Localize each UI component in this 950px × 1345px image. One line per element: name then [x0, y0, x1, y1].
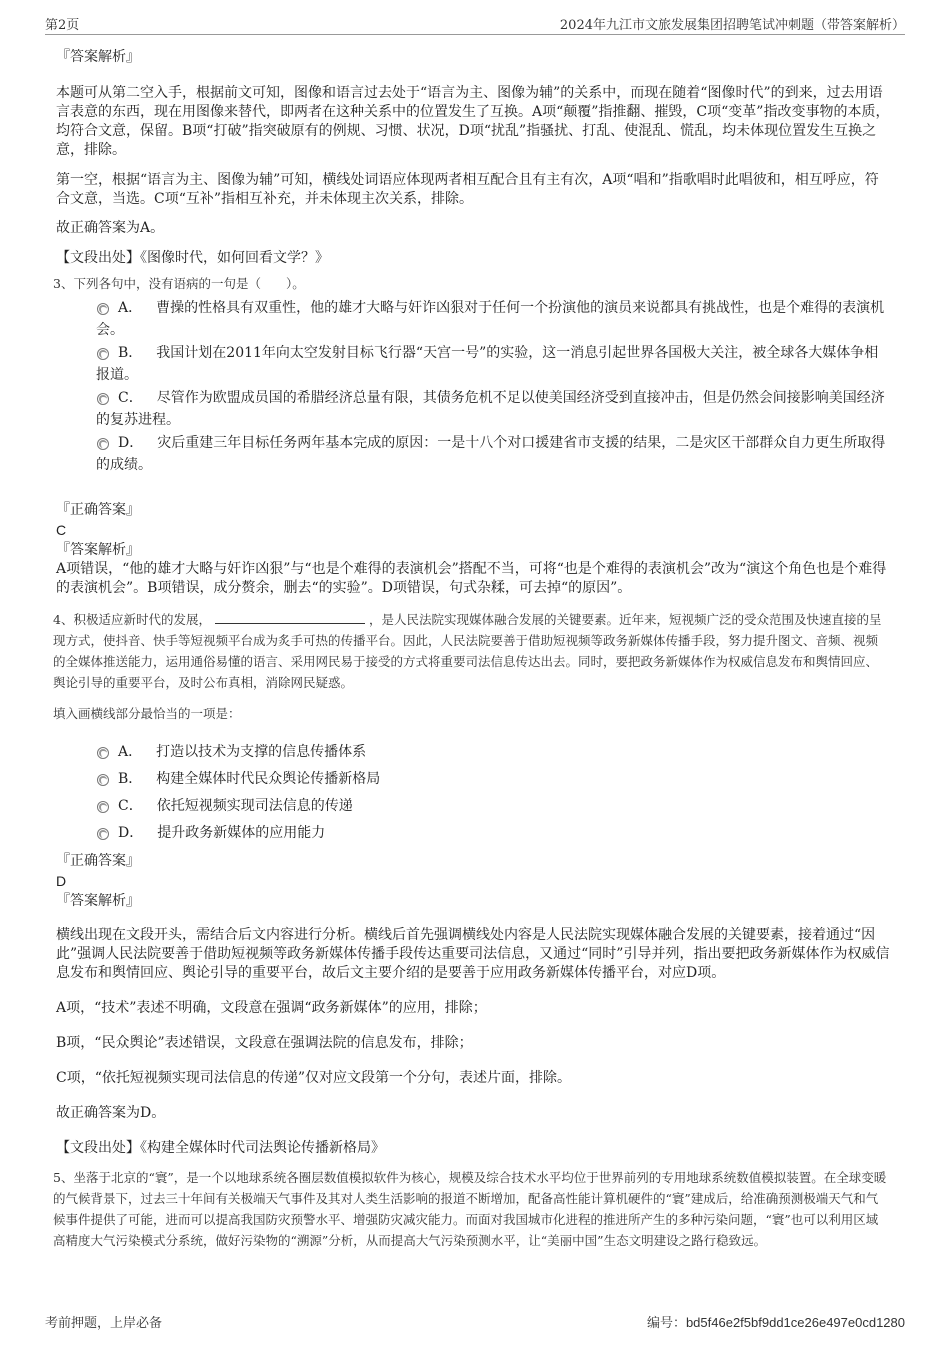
radio-icon[interactable]: [97, 393, 109, 405]
option-c[interactable]: [56, 795, 890, 817]
option-letter: B．: [118, 771, 143, 787]
conclusion: 故正确答案为D。: [56, 1105, 166, 1121]
code-label: 编号：: [646, 1315, 686, 1330]
conclusion: 故正确答案为A。: [56, 220, 165, 236]
radio-icon[interactable]: [97, 438, 109, 450]
option-letter: C．: [118, 390, 143, 406]
option-text: 提升政务新媒体的应用能力: [157, 825, 326, 841]
stem-prefix: 4、积极适应新时代的发展，: [53, 612, 211, 627]
source: 【文段出处】《构建全媒体时代司法舆论传播新格局》: [56, 1140, 385, 1156]
source: 【文段出处】《图像时代，如何回看文学？》: [56, 250, 329, 266]
radio-icon[interactable]: [97, 348, 109, 360]
option-text: 依托短视频实现司法信息的传递: [156, 798, 353, 814]
analysis-item: C项，“依托短视频实现司法信息的传递”仅对应文段第一个分句，表述片面，排除。: [56, 1070, 572, 1086]
option-a[interactable]: [56, 741, 890, 763]
option-letter: A．: [118, 300, 143, 316]
page-number: 第2页: [45, 18, 80, 33]
option-text: 尽管作为欧盟成员国的希腊经济总量有限，其债务危机不足以使美国经济受到直接冲击，但是仍然会间接影响美国经济的复苏进程。: [96, 390, 885, 428]
correct-answer: C: [56, 522, 67, 538]
fill-blank: [215, 609, 365, 624]
analysis-paragraph: 第一空，根据“语言为主、图像为辅”可知，横线处词语应体现两者相互配合且有主有次，A项“唱和”指歌唱时此唱彼和，相互呼应，符合文意，当选。C项“互补”指相互补充，并未体现主次关系，排除。: [56, 172, 879, 207]
option-d[interactable]: [56, 432, 890, 476]
question-stem: [53, 609, 890, 693]
correct-answer: D: [56, 873, 67, 889]
option-letter: A．: [118, 744, 143, 760]
option-a[interactable]: [56, 297, 890, 341]
option-c[interactable]: [56, 387, 890, 431]
option-text: 灾后重建三年目标任务两年基本完成的原因：一是十八个对口援建省市支援的结果，二是灾区干部群众自力更生所取得的成绩。: [96, 435, 886, 473]
option-letter: D．: [118, 825, 144, 841]
analysis-paragraph: 横线出现在文段开头，需结合后文内容进行分析。横线后首先强调横线处内容是人民法院实现媒体融合发展的关键要素，接着通过“因此”强调人民法院要善于借助短视频等政务新媒体传播手段传达重要司法信息，又通过“同时”引导并列，指出要把政务新媒体作为权威信息发布和舆情回应、舆论引导的重要平台，故后文主要介绍的是要善于应用政务新媒体传播平台，对应D项。: [56, 927, 890, 981]
radio-icon[interactable]: [97, 801, 109, 813]
analysis-paragraph: A项错误，“他的雄才大略与奸诈凶狠”与“也是个难得的表演机会”搭配不当，可将“也是个难得的表演机会”改为“演这个角色也是个难得的表演机会”。B项错误，成分赘余，删去“的实验”。D项错误，句式杂糅，可去掉“的原因”。: [56, 561, 887, 596]
analysis-item: B项，“民众舆论”表述错误，文段意在强调法院的信息发布，排除；: [56, 1035, 473, 1051]
analysis-label: 『答案解析』: [56, 893, 140, 909]
answer-label: 『正确答案』: [56, 502, 140, 518]
analysis-paragraph: 本题可从第二空入手，根据前文可知，图像和语言过去处于“语言为主、图像为辅”的关系中，而现在随着“图像时代”的到来，过去用语言表意的东西，现在用图像来替代，即两者在这种关系中的位置发生了互换。A项“颠覆”指推翻、摧毁，C项“变革”指改变事物的本质，均符合文意，保留。B项“打破”指突破原有的例规、习惯、状况，D项“扰乱”指骚扰、打乱、使混乱、慌乱，均未体现位置发生互换之意，排除。: [56, 85, 890, 158]
page-header: [45, 14, 905, 35]
option-d[interactable]: [56, 822, 890, 844]
answer-label: 『正确答案』: [56, 853, 140, 869]
document-code: [647, 1312, 905, 1331]
analysis-label: 『答案解析』: [56, 49, 140, 65]
option-text: 我国计划在2011年向太空发射目标飞行器“天宫一号”的实验，这一消息引起世界各国极大关注，被全球各大媒体争相报道。: [96, 345, 879, 383]
page-footer: [45, 1312, 905, 1332]
stem-suffix: ，是人民法院实现媒体融合发展的关键要素。近年来，短视频广泛的受众范围及快速直接的呈现方式，使抖音、快手等短视频平台成为炙手可热的传播平台。因此，人民法院要善于借助短视频等政务新媒体传播手段，努力提升图文、音频、视频的全媒体推送能力，运用通俗易懂的语言、采用网民易于接受的方式将重要司法信息传达出去。同时，要把政务新媒体作为权威信息发布和舆情回应、舆论引导的重要平台，及时公布真相，消除网民疑惑。: [53, 612, 882, 690]
document-body: [53, 46, 890, 1251]
option-letter: D．: [118, 435, 144, 451]
option-letter: B．: [118, 345, 143, 361]
question-stem: 3、下列各句中，没有语病的一句是（ ）。: [53, 276, 305, 291]
option-b[interactable]: [56, 342, 890, 386]
question-stem: 5、坐落于北京的“寰”，是一个以地球系统各圈层数值模拟软件为核心，规模及综合技术水平均位于世界前列的专用地球系统数值模拟装置。在全球变暖的气候背景下，过去三十年间有关极端天气事件及其对人类生活影响的报道不断增加，配备高性能计算机硬件的“寰”建成后，给准确预测极端天气和气候事件提供了可能，进而可以提高我国防灾预警水平、增强防灾减灾能力。而面对我国城市化进程的推进所产生的多种污染问题，“寰”也可以利用区域高精度大气污染模式分系统，做好污染物的“溯源”分析，从而提高大气污染预测水平，让“美丽中国”生态文明建设之路行稳致远。: [53, 1170, 887, 1248]
option-text: 构建全媒体时代民众舆论传播新格局: [156, 771, 381, 787]
option-text: 曹操的性格具有双重性，他的雄才大略与奸诈凶狠对于任何一个扮演他的演员来说都具有挑战性，也是个难得的表演机会。: [96, 300, 885, 338]
document-title: 2024年九江市文旅发展集团招聘笔试冲刺题（带答案解析）: [559, 18, 905, 33]
analysis-label: 『答案解析』: [56, 542, 140, 558]
radio-icon[interactable]: [97, 774, 109, 786]
code-value: bd5f46e2f5bf9dd1ce26e497e0cd1280: [685, 1315, 905, 1330]
radio-icon[interactable]: [97, 828, 109, 840]
footer-slogan: 考前押题，上岸必备: [45, 1316, 163, 1331]
option-b[interactable]: [56, 768, 890, 790]
analysis-item: A项，“技术”表述不明确，文段意在强调“政务新媒体”的应用，排除；: [56, 1000, 487, 1016]
question-prompt: 填入画横线部分最恰当的一项是：: [53, 706, 241, 721]
option-text: 打造以技术为支撑的信息传播体系: [156, 744, 367, 760]
option-letter: C．: [118, 798, 143, 814]
radio-icon[interactable]: [97, 747, 109, 759]
radio-icon[interactable]: [97, 303, 109, 315]
